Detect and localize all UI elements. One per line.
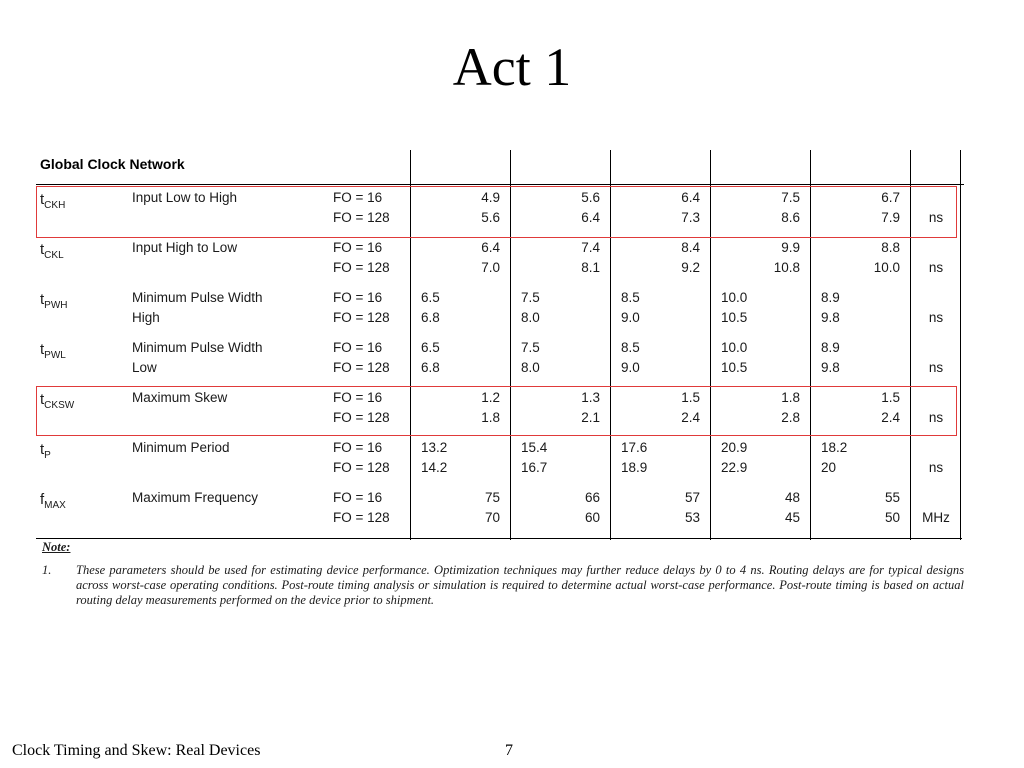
value-fo16: 1.2 xyxy=(481,390,500,405)
value-fo16: 6.5 xyxy=(421,290,440,305)
fanout-16-label: FO = 16 xyxy=(333,340,383,355)
value-fo16: 1.5 xyxy=(881,390,900,405)
value-fo16: 20.9 xyxy=(721,440,748,455)
value-fo128: 50 xyxy=(884,510,900,525)
value-fo128: 60 xyxy=(584,510,600,525)
value-fo128: 70 xyxy=(484,510,500,525)
value-fo16: 8.5 xyxy=(621,340,640,355)
param-description: Minimum Pulse Width xyxy=(132,340,263,355)
fanout-128-label: FO = 128 xyxy=(333,410,390,425)
value-fo128: 8.0 xyxy=(521,360,540,375)
value-fo16: 55 xyxy=(884,490,900,505)
value-fo128: 7.3 xyxy=(681,210,700,225)
value-fo16: 8.4 xyxy=(681,240,700,255)
value-fo128: 9.2 xyxy=(681,260,700,275)
value-fo128: 6.8 xyxy=(421,310,440,325)
unit-label: ns xyxy=(928,210,944,225)
param-description: Input Low to High xyxy=(132,190,238,205)
param-description: Minimum Period xyxy=(132,440,230,455)
param-description: Maximum Skew xyxy=(132,390,228,405)
fanout-16-label: FO = 16 xyxy=(333,390,383,405)
value-fo16: 7.5 xyxy=(521,340,540,355)
param-description-line2: Low xyxy=(132,360,157,375)
value-fo16: 15.4 xyxy=(521,440,548,455)
unit-label: MHz xyxy=(922,510,950,525)
param-symbol xyxy=(40,341,66,361)
value-fo128: 53 xyxy=(684,510,700,525)
value-fo16: 4.9 xyxy=(481,190,500,205)
value-fo128: 10.5 xyxy=(721,310,748,325)
value-fo16: 17.6 xyxy=(621,440,648,455)
value-fo16: 6.5 xyxy=(421,340,440,355)
fanout-16-label: FO = 16 xyxy=(333,290,383,305)
value-fo128: 9.8 xyxy=(821,360,840,375)
param-symbol-subscript: MAX xyxy=(44,500,66,511)
value-fo128: 7.0 xyxy=(481,260,500,275)
value-fo16: 6.4 xyxy=(481,240,500,255)
value-fo16: 13.2 xyxy=(421,440,448,455)
value-fo16: 1.3 xyxy=(581,390,600,405)
param-symbol xyxy=(40,291,68,311)
value-fo128: 10.8 xyxy=(773,260,800,275)
value-fo16: 9.9 xyxy=(781,240,800,255)
param-symbol-letter: t xyxy=(40,241,45,258)
fanout-16-label: FO = 16 xyxy=(333,240,383,255)
value-fo16: 1.8 xyxy=(781,390,800,405)
value-fo16: 6.4 xyxy=(681,190,700,205)
unit-label: ns xyxy=(928,410,944,425)
param-description: Maximum Frequency xyxy=(132,490,259,505)
fanout-128-label: FO = 128 xyxy=(333,460,390,475)
param-description: Minimum Pulse Width xyxy=(132,290,263,305)
header-divider xyxy=(36,184,964,185)
value-fo128: 9.0 xyxy=(621,360,640,375)
value-fo128: 45 xyxy=(784,510,800,525)
value-fo16: 66 xyxy=(584,490,600,505)
param-symbol-subscript: CKH xyxy=(44,200,66,211)
value-fo128: 22.9 xyxy=(721,460,748,475)
value-fo128: 2.4 xyxy=(681,410,700,425)
param-description: Input High to Low xyxy=(132,240,238,255)
param-symbol-subscript: P xyxy=(44,450,51,461)
footer-title: Clock Timing and Skew: Real Devices xyxy=(12,742,261,759)
page-number: 7 xyxy=(505,742,513,759)
highlight-box-tckh xyxy=(36,186,957,238)
table-header: Global Clock Network xyxy=(40,156,185,172)
value-fo128: 8.1 xyxy=(581,260,600,275)
value-fo16: 8.8 xyxy=(881,240,900,255)
value-fo16: 7.5 xyxy=(781,190,800,205)
value-fo128: 6.8 xyxy=(421,360,440,375)
note-text: These parameters should be used for estimating device performance. Optimization techniques may further reduce delays by 0 to 4 ns. Routing delays are for typical designs across worst-case operating conditions. Post-route timing analysis or simulation is required to determine actual worst-case performance. Post-route timing is based on actual routing delay measurements performed on the device prior to shipment. xyxy=(76,563,964,607)
value-fo128: 5.6 xyxy=(481,210,500,225)
value-fo128: 6.4 xyxy=(581,210,600,225)
note-number: 1. xyxy=(42,563,52,577)
value-fo128: 20 xyxy=(821,460,837,475)
value-fo128: 8.0 xyxy=(521,310,540,325)
value-fo128: 9.0 xyxy=(621,310,640,325)
fanout-128-label: FO = 128 xyxy=(333,210,390,225)
fanout-128-label: FO = 128 xyxy=(333,260,390,275)
fanout-16-label: FO = 16 xyxy=(333,440,383,455)
value-fo128: 16.7 xyxy=(521,460,548,475)
fanout-16-label: FO = 16 xyxy=(333,190,383,205)
value-fo16: 57 xyxy=(684,490,700,505)
timing-table xyxy=(36,150,964,540)
param-symbol-letter: t xyxy=(40,441,45,458)
value-fo16: 10.0 xyxy=(721,340,748,355)
value-fo128: 14.2 xyxy=(421,460,448,475)
value-fo16: 7.4 xyxy=(581,240,600,255)
unit-label: ns xyxy=(928,460,944,475)
unit-label: ns xyxy=(928,310,944,325)
unit-label: ns xyxy=(928,260,944,275)
value-fo16: 1.5 xyxy=(681,390,700,405)
value-fo128: 10.0 xyxy=(873,260,900,275)
value-fo16: 18.2 xyxy=(821,440,848,455)
param-symbol-letter: t xyxy=(40,191,45,208)
param-symbol-subscript: PWL xyxy=(44,350,66,361)
value-fo128: 2.8 xyxy=(781,410,800,425)
value-fo16: 8.5 xyxy=(621,290,640,305)
slide-title: Act 1 xyxy=(452,37,572,97)
value-fo128: 9.8 xyxy=(821,310,840,325)
fanout-16-label: FO = 16 xyxy=(333,490,383,505)
value-fo16: 10.0 xyxy=(721,290,748,305)
value-fo128: 7.9 xyxy=(881,210,900,225)
param-symbol xyxy=(40,241,64,261)
value-fo128: 2.4 xyxy=(881,410,900,425)
value-fo128: 10.5 xyxy=(721,360,748,375)
note-body xyxy=(42,563,964,608)
notes-section xyxy=(42,540,964,608)
note-title: Note: xyxy=(42,540,71,554)
value-fo128: 18.9 xyxy=(621,460,648,475)
param-symbol xyxy=(40,491,66,511)
value-fo128: 2.1 xyxy=(581,410,600,425)
fanout-128-label: FO = 128 xyxy=(333,310,390,325)
param-symbol-subscript: PWH xyxy=(44,300,68,311)
highlight-box-tcksw xyxy=(36,386,957,436)
param-symbol-letter: t xyxy=(40,391,45,408)
param-symbol-letter: t xyxy=(40,341,45,358)
value-fo16: 8.9 xyxy=(821,290,840,305)
value-fo128: 8.6 xyxy=(781,210,800,225)
value-fo16: 7.5 xyxy=(521,290,540,305)
value-fo16: 8.9 xyxy=(821,340,840,355)
value-fo16: 6.7 xyxy=(881,190,900,205)
param-symbol-letter: t xyxy=(40,291,45,308)
param-symbol-letter: f xyxy=(40,491,45,508)
fanout-128-label: FO = 128 xyxy=(333,510,390,525)
value-fo16: 75 xyxy=(484,490,500,505)
value-fo16: 48 xyxy=(784,490,800,505)
param-symbol-subscript: CKL xyxy=(44,250,64,261)
unit-label: ns xyxy=(928,360,944,375)
column-divider xyxy=(960,150,961,540)
value-fo128: 1.8 xyxy=(481,410,500,425)
value-fo16: 5.6 xyxy=(581,190,600,205)
fanout-128-label: FO = 128 xyxy=(333,360,390,375)
param-symbol-subscript: CKSW xyxy=(44,400,75,411)
param-description-line2: High xyxy=(132,310,160,325)
param-symbol xyxy=(40,441,51,461)
